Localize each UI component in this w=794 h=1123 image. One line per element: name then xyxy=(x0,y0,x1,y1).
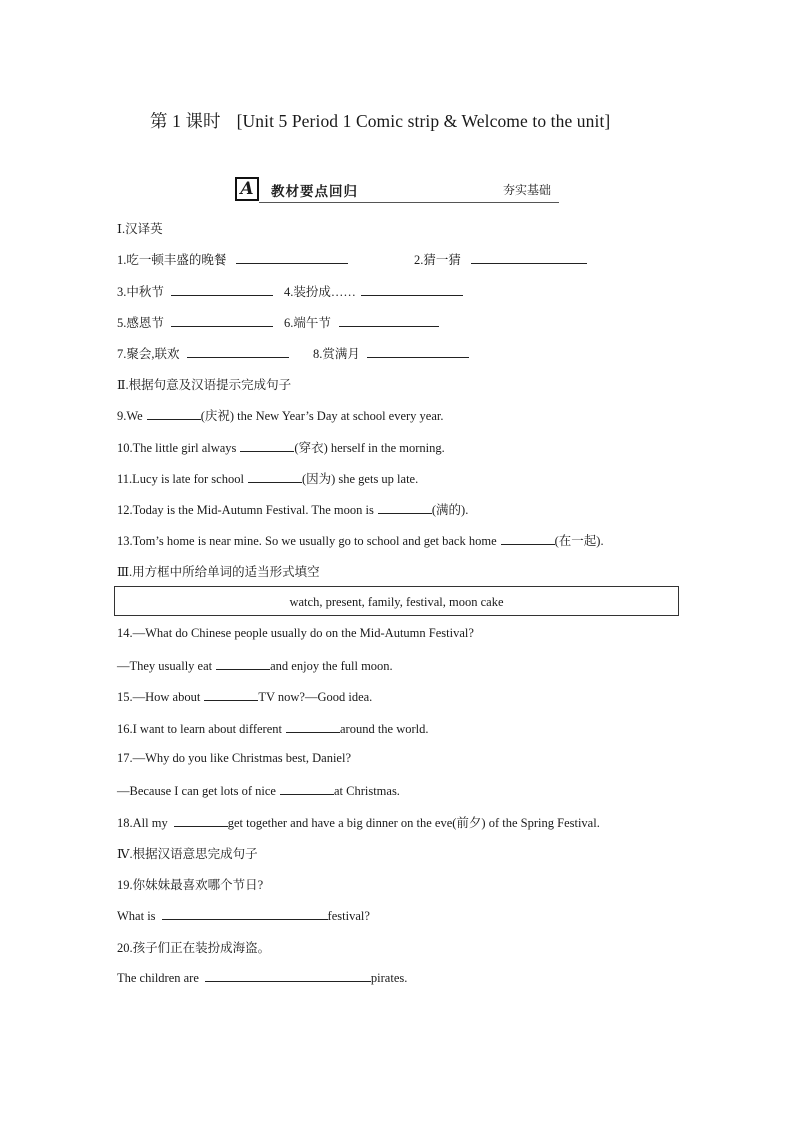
question-8-text: 8.赏满月 xyxy=(313,347,360,361)
question-11 xyxy=(117,469,418,487)
question-16 xyxy=(117,720,429,737)
page-title xyxy=(150,108,610,133)
question-16-start: 16.I want to learn about different xyxy=(117,722,282,736)
answer-blank-19[interactable] xyxy=(162,907,328,920)
answer-blank-13[interactable] xyxy=(501,532,555,545)
question-20-prompt: 20.孩子们正在装扮成海盗。 xyxy=(117,941,271,955)
question-9-end: (庆祝) the New Year’s Day at school every year. xyxy=(200,409,444,423)
banner-subtitle: 夯实基础 xyxy=(503,183,552,197)
lesson-label: 第 1 课时 xyxy=(150,111,221,131)
answer-blank-8[interactable] xyxy=(367,345,469,358)
section-3-heading: Ⅲ.用方框中所给单词的适当形式填空 xyxy=(117,565,320,579)
question-15-end: TV now?—Good idea. xyxy=(258,690,373,704)
word-box: watch, present, family, festival, moon cake xyxy=(114,586,679,616)
answer-blank-10[interactable] xyxy=(240,439,294,452)
answer-blank-20[interactable] xyxy=(205,969,371,982)
question-4-text: 4.装扮成…… xyxy=(284,285,356,299)
answer-blank-4[interactable] xyxy=(361,283,463,296)
question-14 xyxy=(117,657,393,674)
badge-a-icon: A xyxy=(235,177,259,201)
banner-title: 教材要点回归 xyxy=(271,184,358,200)
answer-blank-18[interactable] xyxy=(174,814,228,827)
answer-blank-11[interactable] xyxy=(248,470,302,483)
answer-blank-17[interactable] xyxy=(280,782,334,795)
question-19-prompt: 19.你妹妹最喜欢哪个节日? xyxy=(117,878,264,892)
question-7-text: 7.聚会,联欢 xyxy=(117,347,180,361)
answer-blank-9[interactable] xyxy=(147,407,201,420)
question-11-start: 11.Lucy is late for school xyxy=(117,472,244,486)
section-2-heading: Ⅱ.根据句意及汉语提示完成句子 xyxy=(117,378,292,392)
answer-blank-6[interactable] xyxy=(339,314,439,327)
question-1 xyxy=(117,250,348,268)
answer-blank-16[interactable] xyxy=(286,720,340,733)
question-9 xyxy=(117,406,444,424)
question-10-start: 10.The little girl always xyxy=(117,441,237,455)
question-19-start: What is xyxy=(117,909,156,923)
question-12-start: 12.Today is the Mid-Autumn Festival. The moon is xyxy=(117,503,374,517)
answer-blank-3[interactable] xyxy=(171,283,273,296)
question-4 xyxy=(284,282,463,300)
question-20-end: pirates. xyxy=(370,971,408,985)
banner-divider xyxy=(259,202,559,203)
answer-blank-14[interactable] xyxy=(216,657,270,670)
question-2 xyxy=(414,250,587,268)
question-10 xyxy=(117,438,445,456)
question-13-end: (在一起). xyxy=(554,534,604,548)
question-18-start: 18.All my xyxy=(117,816,168,830)
answer-blank-12[interactable] xyxy=(378,501,432,514)
question-13 xyxy=(117,531,604,549)
question-19 xyxy=(117,907,370,924)
question-12 xyxy=(117,500,468,518)
question-8 xyxy=(313,344,469,362)
question-14-prompt: 14.—What do Chinese people usually do on the Mid-Autumn Festival? xyxy=(117,626,474,640)
question-12-end: (满的). xyxy=(431,503,469,517)
question-15-start: 15.—How about xyxy=(117,690,201,704)
question-9-start: 9.We xyxy=(117,409,143,423)
section-4-heading: Ⅳ.根据汉语意思完成句子 xyxy=(117,847,258,861)
question-19-end: festival? xyxy=(327,909,370,923)
question-11-end: (因为) she gets up late. xyxy=(301,472,419,486)
question-3-text: 3.中秋节 xyxy=(117,285,164,299)
question-14-start: —They usually eat xyxy=(117,659,213,673)
question-17 xyxy=(117,782,400,799)
question-2-text: 2.猜一猜 xyxy=(414,253,461,267)
answer-blank-7[interactable] xyxy=(187,345,289,358)
question-13-start: 13.Tom’s home is near mine. So we usually go to school and get back home xyxy=(117,534,497,548)
question-17-end: at Christmas. xyxy=(333,784,400,798)
question-5-text: 5.感恩节 xyxy=(117,316,164,330)
question-16-end: around the world. xyxy=(340,722,429,736)
question-18 xyxy=(117,813,600,831)
answer-blank-15[interactable] xyxy=(204,688,258,701)
question-14-end: and enjoy the full moon. xyxy=(270,659,393,673)
question-15 xyxy=(117,688,372,705)
question-5 xyxy=(117,313,273,331)
question-17-start: —Because I can get lots of nice xyxy=(117,784,276,798)
question-6-text: 6.端午节 xyxy=(284,316,331,330)
question-20-start: The children are xyxy=(117,971,199,985)
question-20 xyxy=(117,969,407,986)
answer-blank-1[interactable] xyxy=(236,251,348,264)
question-1-text: 1.吃一顿丰盛的晚餐 xyxy=(117,253,227,267)
section-1-heading: Ⅰ.汉译英 xyxy=(117,222,163,236)
answer-blank-2[interactable] xyxy=(471,251,587,264)
question-3 xyxy=(117,282,273,300)
question-7 xyxy=(117,344,289,362)
question-10-end: (穿衣) herself in the morning. xyxy=(294,441,445,455)
unit-label: [Unit 5 Period 1 Comic strip & Welcome to the unit] xyxy=(236,111,611,131)
section-banner xyxy=(235,175,559,203)
question-6 xyxy=(284,313,439,331)
question-18-end: get together and have a big dinner on the eve(前夕) of the Spring Festival. xyxy=(227,816,600,830)
question-17-prompt: 17.—Why do you like Christmas best, Daniel? xyxy=(117,751,351,765)
answer-blank-5[interactable] xyxy=(171,314,273,327)
